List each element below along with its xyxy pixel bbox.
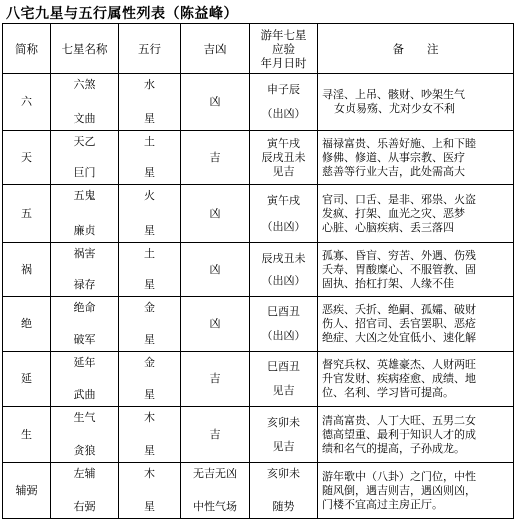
row-element (119, 407, 181, 463)
row-fortune (181, 463, 250, 519)
auspicious-line: （出凶） (261, 273, 306, 287)
star-alias: 廉贞 (73, 224, 96, 237)
star-name: 天乙 (73, 135, 96, 148)
notes-line: 寻淫、上吊、骸财、吵架生气 (322, 88, 465, 101)
row-abbr: 祸 (3, 243, 51, 297)
header-notes: 备 注 (318, 24, 514, 74)
row-abbr: 五 (3, 185, 51, 243)
notes-line: 德高望重、最利于知识人才的成 (322, 427, 476, 441)
auspicious-line: 巳酉丑 (267, 360, 300, 373)
header-element: 五行 (119, 24, 181, 74)
row-auspicious-time (250, 74, 318, 131)
header-abbr: 简称 (3, 24, 51, 74)
star-name: 六煞 (73, 78, 96, 91)
auspicious-line: 随势 (272, 500, 295, 513)
star-alias: 武曲 (73, 388, 96, 401)
element-suffix: 星 (144, 112, 155, 125)
notes-line: 清高富贵、人丁大旺、五男二女 (322, 413, 476, 427)
fortune-line: 中性气场 (193, 500, 237, 513)
table-row (3, 352, 514, 407)
star-name: 左辅 (73, 467, 96, 480)
row-notes (318, 463, 514, 519)
row-element (119, 185, 181, 243)
auspicious-line: 寅午戌 (267, 193, 300, 207)
header-auspicious-line: 年月日时 (260, 55, 307, 70)
element-suffix: 星 (144, 224, 155, 237)
row-abbr: 生 (3, 407, 51, 463)
notes-line: 修佛、修道、从事宗教、医疗 (322, 150, 465, 164)
header-fortune: 吉凶 (181, 24, 250, 74)
row-star-names (51, 243, 119, 297)
row-star-names (51, 185, 119, 243)
notes-line: 恶疾、夭折、绝嗣、孤孀、破财 (322, 303, 476, 316)
notes-line: 督究兵权、英雄豪杰、人财两旺 (322, 358, 476, 371)
row-auspicious-time (250, 352, 318, 407)
table-row (3, 74, 514, 131)
element-suffix: 星 (144, 388, 155, 401)
table-row (3, 185, 514, 243)
fortune-line: 无吉无凶 (193, 467, 237, 480)
header-row (3, 24, 514, 74)
table-row (3, 463, 514, 519)
star-alias: 破军 (73, 333, 96, 346)
star-name: 延年 (73, 356, 96, 369)
row-auspicious-time (250, 185, 318, 243)
notes-line: 游年歌中（八卦）之门位，中性 (322, 469, 476, 483)
element-suffix: 星 (144, 333, 155, 346)
header-auspicious-line: 应验 (272, 41, 295, 56)
row-element (119, 243, 181, 297)
element-suffix: 星 (144, 444, 155, 457)
element-value: 火 (144, 189, 155, 202)
element-value: 木 (144, 411, 155, 424)
auspicious-line: （出凶） (261, 219, 306, 233)
auspicious-line: 亥卯未 (267, 467, 300, 480)
notes-line: 随风倒，遇吉则吉，遇凶则凶， (322, 483, 476, 497)
table-row (3, 407, 514, 463)
element-suffix: 星 (144, 500, 155, 513)
auspicious-line: 见吉 (272, 439, 295, 453)
row-abbr: 延 (3, 352, 51, 407)
row-abbr: 天 (3, 131, 51, 185)
notes-line: 心脏、心脑疾病、丢三落四 (322, 220, 454, 234)
row-notes (318, 297, 514, 352)
row-auspicious-time (250, 407, 318, 463)
five-elements-table (2, 23, 514, 519)
auspicious-line: 巳酉丑 (267, 305, 300, 318)
row-notes (318, 352, 514, 407)
row-fortune: 吉 (181, 407, 250, 463)
header-auspicious-time (250, 24, 318, 74)
row-notes (318, 131, 514, 185)
row-star-names (51, 74, 119, 131)
row-notes (318, 74, 514, 131)
notes-line: 发疯、打架、血光之灾、恶梦 (322, 206, 465, 220)
page-title: 八宅九星与五行属性列表（陈益峰） (6, 6, 238, 22)
row-notes (318, 185, 514, 243)
row-star-names (51, 131, 119, 185)
element-value: 金 (144, 356, 155, 369)
notes-line: 孤寡、昏盲、穷苦、外遇、伤残 (322, 248, 476, 262)
row-fortune: 凶 (181, 185, 250, 243)
row-star-names (51, 407, 119, 463)
row-fortune: 吉 (181, 352, 250, 407)
row-element (119, 297, 181, 352)
row-auspicious-time (250, 131, 318, 185)
star-name: 祸害 (73, 247, 96, 260)
row-fortune: 凶 (181, 243, 250, 297)
row-fortune: 吉 (181, 131, 250, 185)
element-value: 木 (144, 467, 155, 480)
auspicious-line: 辰戌丑未 (261, 251, 306, 265)
notes-line: 官司、口舌、是非、邪祟、火盗 (322, 192, 476, 206)
auspicious-line: 寅午戌 (267, 136, 300, 150)
row-abbr: 辅弼 (3, 463, 51, 519)
row-star-names (51, 352, 119, 407)
star-alias: 巨门 (73, 166, 96, 179)
row-element (119, 131, 181, 185)
row-fortune: 凶 (181, 74, 250, 131)
star-name: 生气 (73, 411, 96, 424)
auspicious-line: 申子辰 (267, 83, 300, 96)
auspicious-line: （出凶） (261, 107, 306, 120)
notes-line: 绩和名气的提高，子孙成龙。 (322, 441, 465, 455)
star-alias: 右弼 (73, 500, 96, 513)
row-auspicious-time (250, 297, 318, 352)
notes-line: 女贞易殇、尤对少女不利 (334, 102, 455, 115)
element-value: 金 (144, 301, 155, 314)
row-notes (318, 243, 514, 297)
row-abbr: 六 (3, 74, 51, 131)
row-star-names (51, 463, 119, 519)
row-element (119, 463, 181, 519)
notes-line: 升官发财、疾病痊愈、成绩、地 (322, 372, 476, 385)
notes-line: 福禄富贵、乐善好施、上和下睦 (322, 136, 476, 150)
row-star-names (51, 297, 119, 352)
auspicious-line: 亥卯未 (267, 415, 300, 429)
element-value: 土 (144, 135, 155, 148)
table-row (3, 297, 514, 352)
star-alias: 文曲 (73, 112, 96, 125)
notes-line: 门楼不宜高过主房正厅。 (322, 497, 443, 511)
header-auspicious-line: 游年七星 (260, 27, 307, 42)
row-element (119, 352, 181, 407)
element-value: 土 (144, 247, 155, 260)
auspicious-line: （出凶） (261, 329, 306, 342)
star-name: 绝命 (73, 301, 96, 314)
element-value: 水 (144, 78, 155, 91)
notes-line: 夭寿、胃酸糜心、不服管教、固 (322, 262, 476, 276)
row-auspicious-time (250, 243, 318, 297)
notes-line: 慈善等行业大吉，此处需高大 (322, 164, 465, 178)
row-notes (318, 407, 514, 463)
auspicious-line: 见吉 (272, 164, 295, 178)
element-suffix: 星 (144, 278, 155, 291)
star-name: 五鬼 (73, 189, 96, 202)
element-suffix: 星 (144, 166, 155, 179)
table-row (3, 131, 514, 185)
row-abbr: 绝 (3, 297, 51, 352)
notes-line: 固执、抬杠打架、人缘不佳 (322, 276, 454, 290)
auspicious-line: 见吉 (272, 384, 295, 397)
row-fortune: 凶 (181, 297, 250, 352)
notes-line: 伤人、招官司、丢官罢职、恶疮 (322, 317, 476, 330)
header-star-name: 七星名称 (51, 24, 119, 74)
row-auspicious-time (250, 463, 318, 519)
notes-line: 绝症、大凶之处宜低小、速化解 (322, 331, 476, 344)
notes-line: 位、名利、学习皆可提高。 (322, 386, 454, 399)
row-element (119, 74, 181, 131)
table-row (3, 243, 514, 297)
star-alias: 贪狼 (73, 444, 96, 457)
star-alias: 禄存 (73, 278, 96, 291)
auspicious-line: 辰戌丑未 (261, 150, 306, 164)
